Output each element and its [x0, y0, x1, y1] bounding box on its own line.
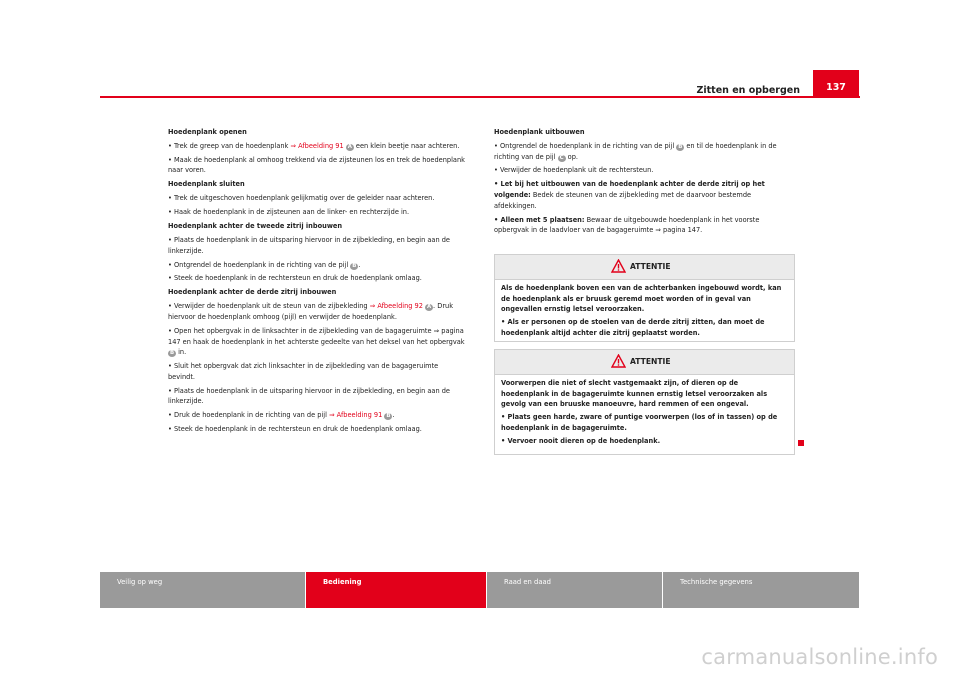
section-heading: Hoedenplank openen — [168, 128, 247, 136]
body-paragraph — [168, 260, 466, 271]
body-paragraph — [494, 215, 794, 236]
text-run: • Ontgrendel de hoedenplank in de richting van de pijl — [494, 141, 677, 150]
warning-header — [495, 350, 794, 375]
text-run: • Plaats de hoedenplank in de uitsparing hiervoor in de zijbekleding, en begin aan de linkerzijde. — [168, 235, 450, 255]
text-run: Bedek de steunen van de zijbekleding met de daarvoor bestemde afdekkingen. — [494, 191, 752, 210]
figure-reference-link[interactable]: ⇒ Afbeelding 92 — [369, 302, 423, 311]
callout-letter-b: B — [386, 413, 391, 420]
tab-veilig-op-weg[interactable]: Veilig op weg — [100, 572, 305, 608]
section-heading: Hoedenplank achter de derde zitrij inbouwen — [168, 288, 337, 297]
warning-header — [495, 255, 794, 280]
section-heading: Hoedenplank achter de tweede zitrij inbouwen — [168, 222, 343, 231]
text-run: • Open het opbergvak in de linksachter in de zijbekleding van de bagageruimte ⇒ pagina 147 en haak de hoedenplank in het achterste gedeelte van het deksel van het opbergvak — [168, 326, 465, 346]
text-run: • Ontgrendel de hoedenplank in de richting van de pijl — [168, 260, 351, 269]
body-paragraph — [494, 165, 794, 176]
body-paragraph — [168, 386, 466, 407]
text-run: • Trek de greep van de hoedenplank — [168, 141, 291, 150]
warning-body — [495, 375, 794, 446]
left-column — [168, 127, 466, 438]
warning-title: ATTENTIE — [630, 262, 671, 271]
tab-technische-gegevens[interactable]: Technische gegevens — [663, 572, 859, 608]
section-end-marker — [798, 440, 804, 446]
text-run: Bewaar de uitgebouwde hoedenplank in het voorste opbergvak in de laadvloer van de bagageruimte ⇒ pagina 147. — [494, 215, 760, 235]
callout-letter-b: B — [678, 143, 683, 150]
chapter-title: Zitten en opbergen — [696, 85, 800, 96]
text-run: • Trek de uitgeschoven hoedenplank gelijkmatig over de geleider naar achteren. — [168, 194, 435, 203]
warning-body — [495, 280, 794, 339]
text-run: een klein beetje naar achteren. — [353, 141, 460, 150]
text-run: • Plaats de hoedenplank in de uitsparing hiervoor in de zijbekleding, en begin aan de linkerzijde. — [168, 386, 450, 406]
warning-title: ATTENTIE — [630, 357, 671, 366]
text-run: • Maak de hoedenplank al omhoog trekkend via de zijsteunen los en trek de hoedenplank naar voren. — [168, 155, 465, 175]
tab-bediening[interactable]: Bediening — [306, 572, 486, 608]
warning-triangle-icon — [611, 259, 626, 273]
tab-raad-en-daad[interactable]: Raad en daad — [487, 572, 662, 608]
warning-text: • Vervoer nooit dieren op de hoedenplank. — [501, 436, 661, 445]
body-paragraph — [168, 193, 466, 204]
text-run: . — [358, 260, 361, 269]
right-column — [494, 127, 794, 239]
text-run: op. — [565, 152, 578, 161]
body-paragraph — [494, 141, 794, 162]
body-paragraph — [168, 424, 466, 435]
body-paragraph — [168, 361, 466, 382]
body-paragraph — [168, 141, 466, 152]
bold-text: • Alleen met 5 plaatsen: — [494, 215, 585, 224]
text-run: . — [392, 411, 395, 420]
text-run: • Steek de hoedenplank in de rechtersteun en druk de hoedenplank omlaag. — [168, 274, 422, 283]
figure-reference-link[interactable]: ⇒ Afbeelding 91 — [290, 141, 344, 150]
body-paragraph — [168, 301, 466, 322]
warning-text: Als de hoedenplank boven een van de achterbanken ingebouwd wordt, kan de hoedenplank als er bruusk geremd moet worden of in geval van ongevallen ernstig letsel veroorzaken. — [501, 284, 782, 314]
text-run: • Steek de hoedenplank in de rechtersteun en druk de hoedenplank omlaag. — [168, 425, 422, 434]
callout-letter-b: B — [169, 350, 175, 357]
body-paragraph — [168, 155, 466, 176]
warning-triangle-icon — [611, 354, 626, 368]
page-number: 137 — [826, 82, 846, 93]
text-run: • Haak de hoedenplank in de zijsteunen aan de linker- en rechterzijde in. — [168, 208, 410, 217]
warning-box — [494, 254, 795, 342]
warning-text: • Als er personen op de stoelen van de derde zitrij zitten, dan moet de hoedenplank altijd achter die zitrij geplaatst worden. — [501, 318, 765, 337]
header-rule — [100, 96, 860, 98]
callout-letter-b: B — [352, 262, 357, 269]
body-paragraph — [168, 326, 466, 358]
body-paragraph — [168, 410, 466, 421]
body-paragraph — [494, 179, 794, 211]
text-run: . Druk hiervoor de hoedenplank omhoog (pijl) en verwijder de hoedenplank. — [168, 302, 454, 321]
warning-text: • Plaats geen harde, zware of puntige voorwerpen (los of in tassen) op de hoedenplank in de bagageruimte. — [501, 413, 778, 432]
watermark: carmanualsonline.info — [701, 645, 938, 669]
callout-letter-a: A — [426, 304, 432, 311]
body-paragraph — [168, 235, 466, 256]
text-run: • Sluit het opbergvak dat zich linksachter in de zijbekleding van de bagageruimte bevindt. — [168, 362, 439, 381]
text-run: • Druk de hoedenplank in de richting van de pijl — [168, 411, 330, 420]
text-run: • Verwijder de hoedenplank uit de steun van de zijbekleding — [168, 302, 370, 311]
callout-letter-c: C — [558, 155, 566, 162]
text-run: • Verwijder de hoedenplank uit de rechtersteun. — [494, 166, 654, 175]
bold-text: • Let bij het uitbouwen van de hoedenplank achter de derde zitrij op het volgende: — [494, 180, 765, 200]
body-paragraph — [168, 207, 466, 218]
text-run: en til de hoedenplank in de richting van de pijl — [494, 141, 777, 161]
section-heading: Hoedenplank uitbouwen — [494, 128, 585, 136]
footer-nav — [100, 572, 860, 608]
figure-reference-link[interactable]: ⇒ Afbeelding 91 — [329, 411, 383, 420]
warning-text: Voorwerpen die niet of slecht vastgemaakt zijn, of dieren op de hoedenplank in de bagageruimte kunnen ernstig letsel veroorzaken als gevolg van een bruuske manoeuvre, hard remmen of een ongeval. — [501, 379, 768, 409]
callout-letter-a: A — [347, 143, 352, 150]
body-paragraph — [168, 273, 466, 284]
warning-box — [494, 349, 795, 455]
section-heading: Hoedenplank sluiten — [168, 180, 245, 189]
text-run: in. — [176, 348, 187, 357]
